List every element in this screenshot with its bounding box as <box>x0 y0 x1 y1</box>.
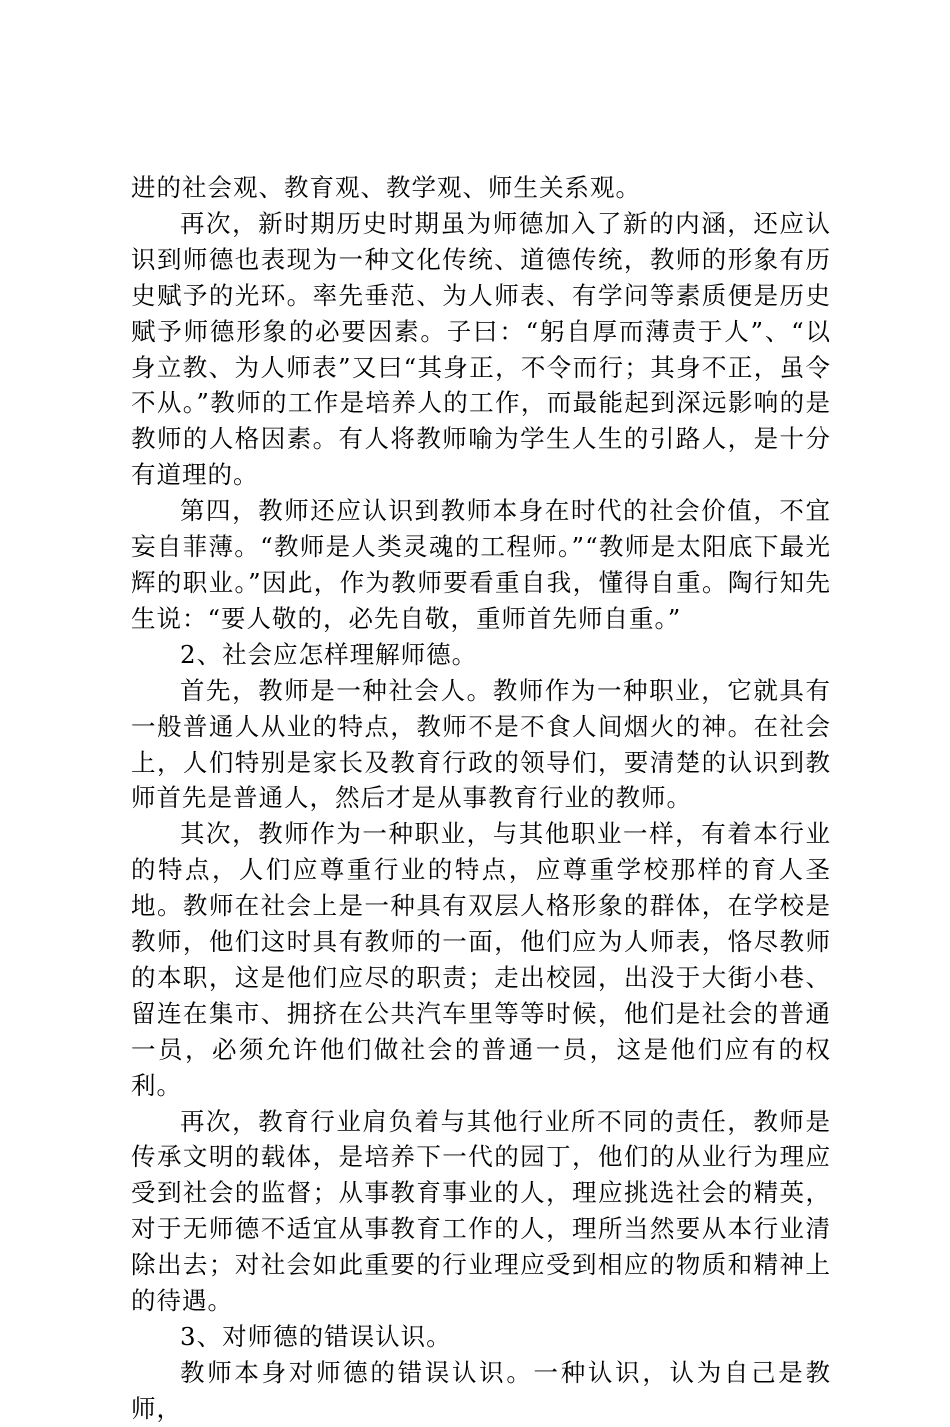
paragraph-first-social: 首先，教师是一种社会人。教师作为一种职业，它就具有一般普通人从业的特点，教师不是不食人间烟火的神。在社会上，人们特别是家长及教育行政的领导们，要清楚的认识到教师首先是普通人，然后才是从事教育行业的教师。 <box>131 675 831 813</box>
paragraph-third-social: 再次，教育行业肩负着与其他行业所不同的责任，教师是传承文明的载体，是培养下一代的园丁，他们的从业行为理应受到社会的监督；从事教育事业的人，理应挑选社会的精英，对于无师德不适宜从事教育工作的人，理所当然要从本行业清除出去；对社会如此重要的行业理应受到相应的物质和精神上的待遇。 <box>131 1106 831 1316</box>
section-heading-2: 2、社会应怎样理解师德。 <box>180 639 478 669</box>
paragraph-third-point: 再次，新时期历史时期虽为师德加入了新的内涵，还应认识到师德也表现为一种文化传统、道德传统，教师的形象有历史赋予的光环。率先垂范、为人师表、有学问等素质便是历史赋予师德形象的必要因素。子曰：“躬自厚而薄责于人”、“以身立教、为人师表”又曰“其身正，不令而行；其身不正，虽令不从。”教师的工作是培养人的工作，而最能起到深远影响的是教师的人格因素。有人将教师喻为学生人生的引路人，是十分有道理的。 <box>131 208 831 490</box>
paragraph-fourth-point: 第四，教师还应认识到教师本身在时代的社会价值，不宜妄自菲薄。“教师是人类灵魂的工程师。”“教师是太阳底下最光辉的职业。”因此，作为教师要看重自我，懂得自重。陶行知先生说：“要人敬的，必先自敬，重师首先师自重。” <box>131 496 831 633</box>
paragraph-continuation: 进的社会观、教育观、教学观、师生关系观。 <box>131 173 641 202</box>
paragraph-second-social: 其次，教师作为一种职业，与其他职业一样，有着本行业的特点，人们应尊重行业的特点，应尊重学校那样的育人圣地。教师在社会上是一种具有双层人格形象的群体，在学校是教师，他们这时具有教师的一面，他们应为人师表，恪尽教师的本职，这是他们应尽的职责；走出校园，出没于大街小巷、留连在集市、拥挤在公共汽车里等等时候，他们是社会的普通一员，必须允许他们做社会的普通一员，这是他们应有的权利。 <box>131 819 831 1100</box>
document-body <box>131 170 831 1427</box>
paragraph-misconception: 教师本身对师德的错误认识。一种认识，认为自己是教师， <box>131 1357 831 1423</box>
section-heading-3: 3、对师德的错误认识。 <box>180 1322 452 1351</box>
